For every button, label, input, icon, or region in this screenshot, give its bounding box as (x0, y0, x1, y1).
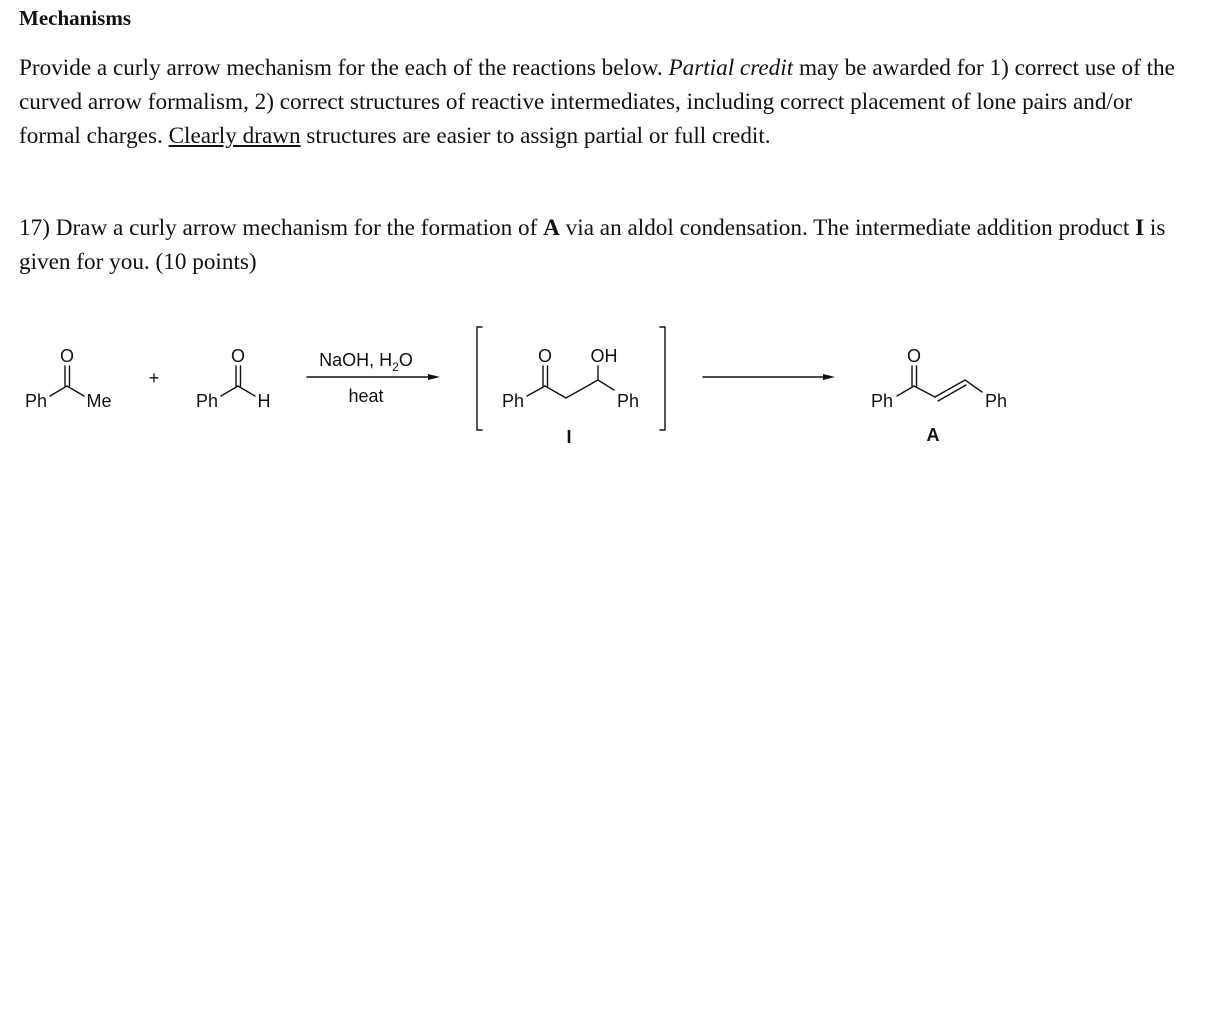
reactant-1-ph: Ph (24, 391, 48, 411)
instructions-underlined: Clearly drawn (168, 123, 301, 149)
product-oxygen: O (906, 346, 922, 366)
intermediate-ph-left: Ph (501, 391, 525, 411)
reactant-1-oxygen: O (59, 346, 75, 366)
instructions-text-3: structures are easier to assign partial or full credit. (300, 123, 771, 149)
reagent-label (319, 350, 413, 374)
reactant-1-me: Me (86, 391, 112, 411)
question-text-1: 17) Draw a curly arrow mechanism for the formation of (19, 215, 544, 241)
instructions-text-2: may be awarded for 1) correct use of the curved arrow formalism, 2) correct structures of reactive intermediates, including correct placement of lone pairs and/or formal charges. (19, 55, 1175, 149)
reaction-scheme (0, 300, 1218, 470)
arrow-1-head (428, 374, 440, 380)
instructions-emphasis: Partial credit (668, 55, 794, 81)
instructions-paragraph (19, 51, 1199, 153)
reagent-tail: O (398, 350, 413, 370)
plus-sign: + (148, 368, 160, 388)
question-text-3: is given for you. (10 points) (19, 215, 1166, 275)
section-heading: Mechanisms (19, 6, 131, 30)
product-ph-right: Ph (984, 391, 1008, 411)
intermediate-ph-right: Ph (616, 391, 640, 411)
reagent-base: NaOH, H (319, 350, 393, 370)
reactant-2-ph: Ph (195, 391, 219, 411)
reagent-subscript: 2 (392, 360, 399, 374)
question-bold-product: A (543, 215, 560, 241)
question-text-2: via an aldol condensation. The intermediate addition product (559, 215, 1136, 241)
instructions-text-1: Provide a curly arrow mechanism for the each of the reactions below. (19, 55, 669, 81)
question-17 (19, 211, 1199, 279)
question-bold-intermediate: I (1135, 215, 1145, 241)
intermediate-hydroxyl: OH (590, 346, 618, 366)
intermediate-bonds (527, 366, 614, 398)
reactant-2-h: H (257, 391, 271, 411)
product-label: A (926, 425, 940, 445)
product-ph-left: Ph (870, 391, 894, 411)
reactant-2-bonds (221, 366, 255, 396)
reaction-condition: heat (348, 386, 384, 406)
intermediate-label: I (566, 427, 572, 447)
reactant-1-bonds (50, 366, 84, 396)
reactant-2-oxygen: O (230, 346, 246, 366)
intermediate-brackets (477, 327, 665, 430)
product-bonds (897, 366, 982, 401)
intermediate-oxygen: O (537, 346, 553, 366)
arrow-2-head (823, 374, 835, 380)
